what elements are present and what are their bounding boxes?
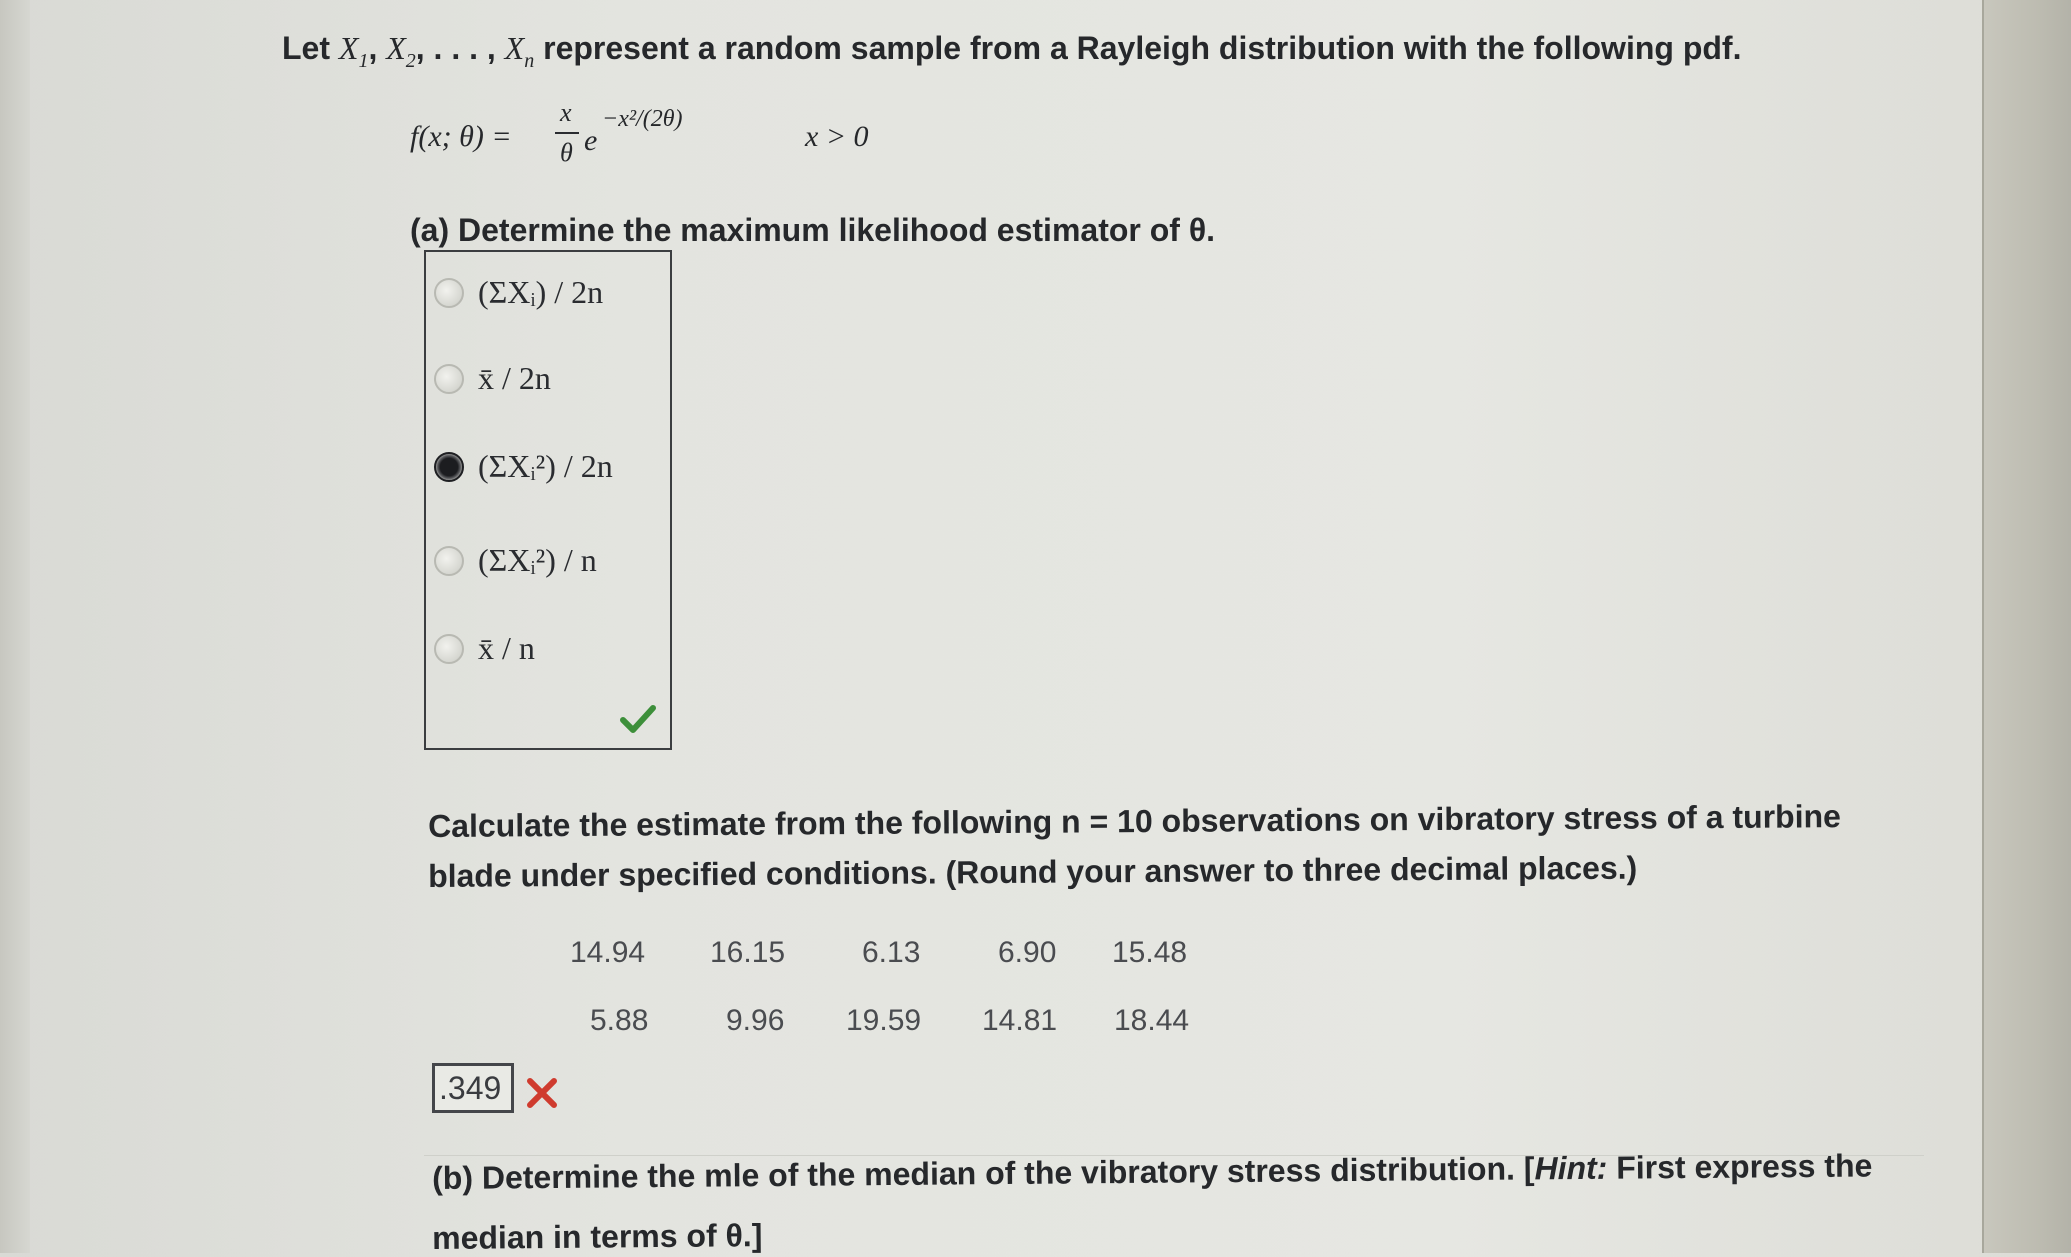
data-value: 14.81 xyxy=(982,1004,1058,1037)
pdf-numerator: x xyxy=(560,98,572,127)
data-value: 6.90 xyxy=(998,936,1057,969)
option-4[interactable] xyxy=(434,542,597,579)
calc-instruction-line2: blade under specified conditions. (Round your answer to three decimal places.) xyxy=(428,849,1638,894)
option-label: (ΣXᵢ) / 2n xyxy=(478,274,604,310)
answer-choices xyxy=(424,250,672,750)
intro-dots: , . . . , xyxy=(415,30,496,66)
radio-button[interactable] xyxy=(434,546,464,576)
option-label: (ΣXᵢ²) / n xyxy=(478,542,597,578)
part-b-line2: median in terms of θ.] xyxy=(432,1217,763,1256)
data-value: 6.13 xyxy=(862,936,921,969)
fraction-bar xyxy=(555,132,579,134)
data-value: 19.59 xyxy=(846,1004,922,1037)
data-value: 16.15 xyxy=(710,936,786,969)
answer-value: .349 xyxy=(439,1069,502,1106)
checkmark-icon xyxy=(620,704,656,734)
calc-instruction-line1: Calculate the estimate from the following n = 10 observations on vibratory stress of a turbine xyxy=(428,798,1841,844)
part-a-prompt: (a) Determine the maximum likelihood estimator of θ. xyxy=(410,212,1216,248)
radio-button[interactable] xyxy=(434,278,464,308)
radio-button[interactable] xyxy=(434,634,464,664)
part-b-text-end: First express the xyxy=(1607,1147,1873,1186)
data-value: 5.88 xyxy=(590,1004,649,1037)
pdf-exponent: −x²/(2θ) xyxy=(602,106,683,132)
xn-symbol: $X_n$ xyxy=(504,30,535,72)
pdf-lhs: f(x; θ) = xyxy=(410,120,512,153)
pdf-denominator: θ xyxy=(560,138,573,167)
right-bezel xyxy=(1982,0,2071,1253)
option-1[interactable] xyxy=(434,274,603,311)
pdf-formula xyxy=(410,100,930,190)
hint-label: Hint: xyxy=(1534,1149,1608,1187)
data-row-2 xyxy=(590,1004,1290,1044)
option-label: x̄ / 2n xyxy=(478,360,551,396)
option-label: (ΣXᵢ²) / 2n xyxy=(478,448,613,484)
intro-rest: represent a random sample from a Rayleigh distribution with the following pdf. xyxy=(543,30,1742,66)
pdf-e: e xyxy=(584,124,598,157)
data-value: 15.48 xyxy=(1112,936,1188,969)
option-2[interactable] xyxy=(434,360,551,397)
radio-button[interactable] xyxy=(434,364,464,394)
option-3[interactable] xyxy=(434,448,613,485)
data-value: 14.94 xyxy=(570,936,646,969)
intro-let: Let xyxy=(282,30,330,66)
answer-input[interactable] xyxy=(432,1063,514,1113)
radio-button-selected[interactable] xyxy=(434,452,464,482)
intro-line: Let $X_1$, $X_2$, . . . , $X_n$ represent a random sample from a Rayleigh distribution with the following pdf. xyxy=(282,30,1742,72)
data-row-1 xyxy=(570,936,1270,976)
x2-symbol: $X_2$ xyxy=(386,30,416,72)
option-label: x̄ / n xyxy=(478,630,535,666)
pdf-condition: x > 0 xyxy=(805,120,869,153)
data-value: 18.44 xyxy=(1114,1004,1190,1037)
data-value: 9.96 xyxy=(726,1004,785,1037)
x-mark-icon xyxy=(524,1075,560,1111)
part-b-text-start: (b) Determine the mle of the median of the vibratory stress distribution. [ xyxy=(432,1150,1535,1196)
option-5[interactable] xyxy=(434,630,535,667)
x1-symbol: $X_1$ xyxy=(338,30,369,72)
